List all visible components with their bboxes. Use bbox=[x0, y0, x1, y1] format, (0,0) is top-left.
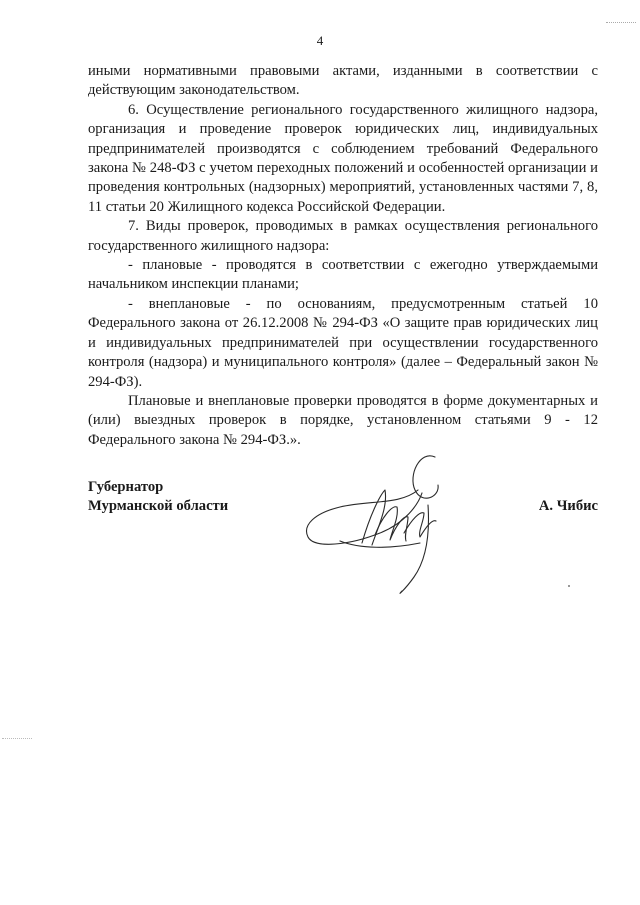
signer-title bbox=[88, 478, 228, 516]
scan-speck bbox=[568, 585, 570, 587]
handwritten-signature bbox=[300, 445, 480, 605]
paragraph: 7. Виды проверок, проводимых в рамках осуществления регионального государственного жилищного надзора: bbox=[88, 218, 598, 254]
signer-title-line2: Мурманской области bbox=[88, 498, 229, 514]
document-body bbox=[88, 62, 598, 450]
paragraph: 6. Осуществление регионального государственного жилищного надзора, организация и проведение проверок юридических лиц, индивидуальных предпринимателей производятся с соблюдением требований Федерального закона № 248-ФЗ с учетом переходных положений и особенностей организации и проведения контрольных (надзорных) мероприятий, установленных частями 7, 8, 11 статьи 20 Жилищного кодекса Российской Федерации. bbox=[88, 101, 598, 215]
paragraph: Плановые и внеплановые проверки проводятся в форме документарных и (или) выездных проверок в порядке, установленном статьями 9 - 12 Федерального закона № 294-ФЗ.». bbox=[88, 392, 598, 448]
scan-speck bbox=[606, 22, 636, 24]
paragraph: иными нормативными правовыми актами, изданными в соответствии с действующим законодательством. bbox=[88, 63, 598, 99]
signer-name: А. Чибис bbox=[538, 498, 598, 514]
signer-title-line1: Губернатор bbox=[88, 479, 164, 495]
paragraph: - внеплановые - по основаниям, предусмотренным статьей 10 Федерального закона от 26.12.2008 № 294-ФЗ «О защите прав юридических лиц и индивидуальных предпринимателей при осуществлении государственного контроля (надзора) и муниципального контроля» (далее – Федеральный закон № 294-ФЗ). bbox=[88, 295, 598, 390]
scan-speck bbox=[2, 738, 32, 740]
paragraph: - плановые - проводятся в соответствии с ежегодно утверждаемыми начальником инспекции планами; bbox=[88, 257, 598, 293]
page-number: 4 bbox=[316, 33, 324, 48]
